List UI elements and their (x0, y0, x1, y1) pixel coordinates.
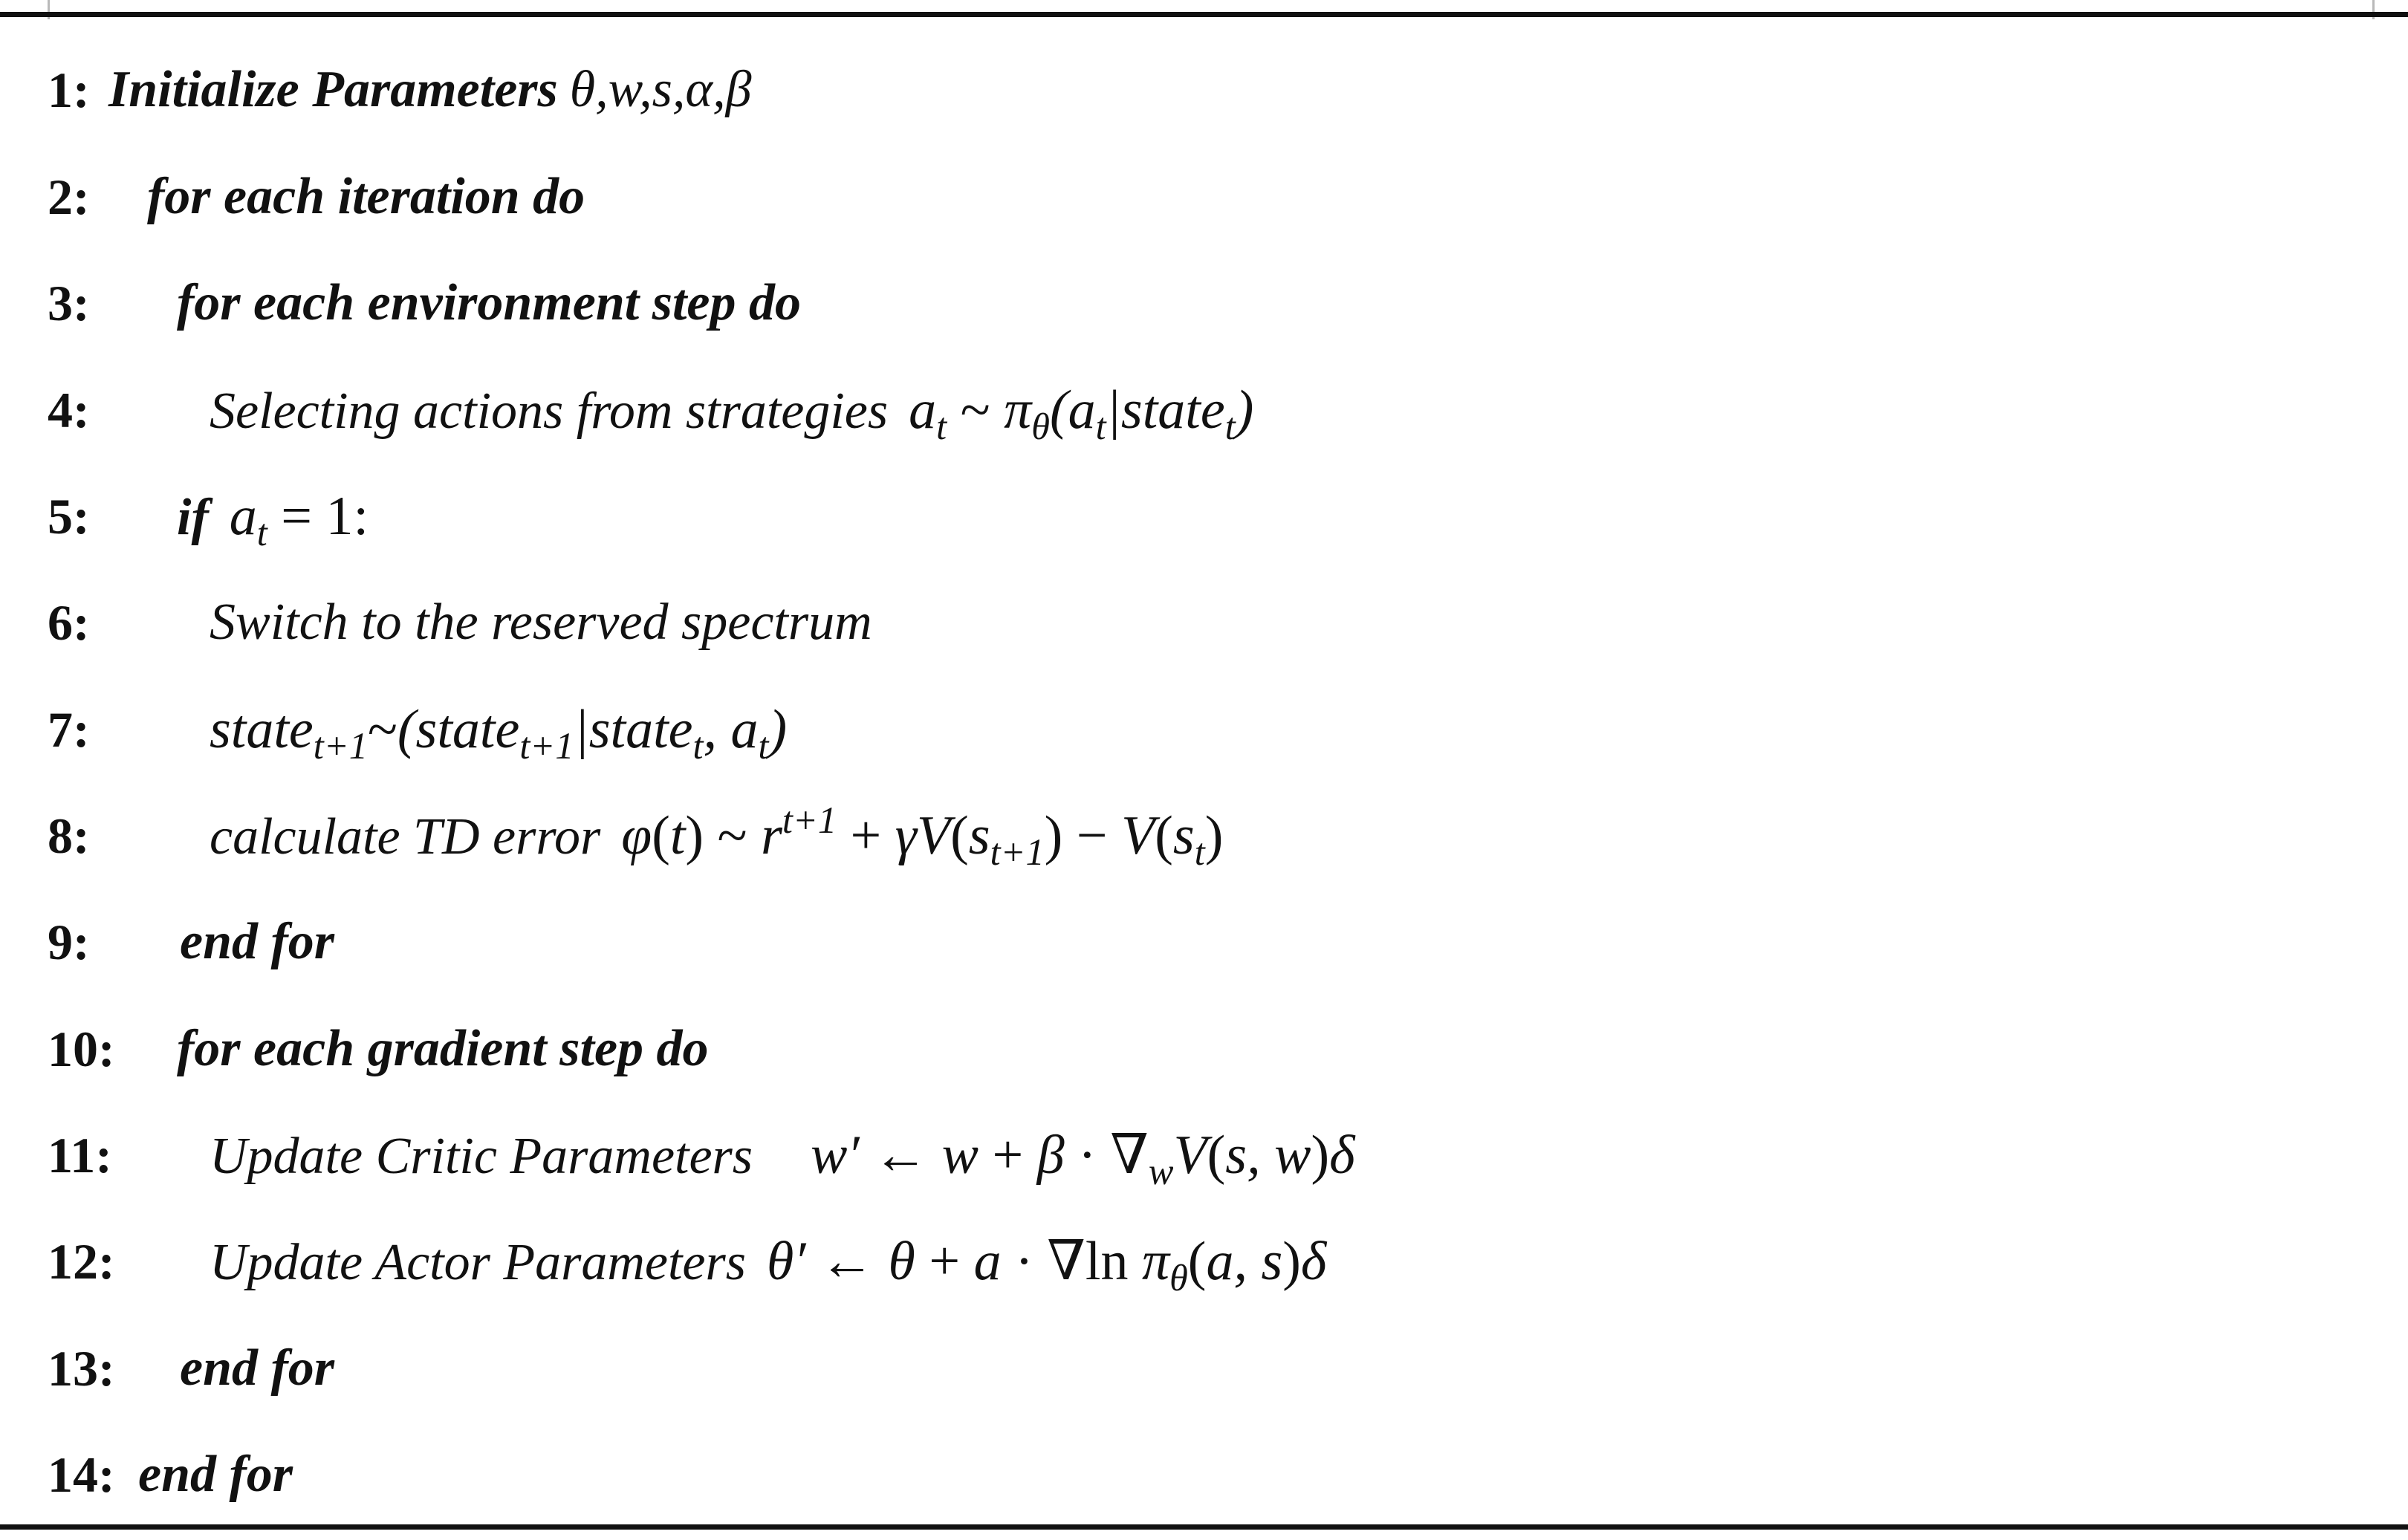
algorithm-line-2 (0, 156, 2408, 238)
td-error-formula: φ(t) ~ $r^{t+1} + \gamma V(s_{t+1}) - V(s_t)$ (621, 799, 1224, 874)
algorithm-line-6 (0, 582, 2408, 663)
line-keyword: if (177, 489, 209, 546)
line-number: 4: (48, 382, 90, 438)
condition-formula: $a_t = 1$: (229, 486, 369, 554)
line-content (210, 1221, 1326, 1304)
line-content (108, 49, 751, 131)
line-number: 11: (48, 1127, 112, 1183)
line-number: 13: (48, 1340, 115, 1397)
line-number: 9: (48, 914, 90, 970)
line-keyword: for each iteration do (147, 168, 585, 225)
line-number: 2: (48, 169, 90, 225)
line-keyword: for each gradient step do (177, 1020, 709, 1077)
line-text: Selecting actions from strategies (210, 383, 889, 440)
line-number: 8: (48, 808, 90, 864)
line-number: 5: (48, 488, 90, 545)
line-number: 14: (48, 1446, 115, 1503)
line-keyword: end for (180, 913, 335, 970)
line-content (138, 1434, 293, 1515)
line-text: Update Critic Parameters (210, 1128, 753, 1185)
algorithm-line-3 (0, 262, 2408, 344)
line-content (177, 475, 369, 559)
action-sampling-formula: $a_t$ ~ $\pi_\theta(a_t|state_t)$ (909, 380, 1254, 448)
line-text: Update Actor Parameters (210, 1234, 746, 1291)
critic-update-formula: w′ ← $w + \beta \cdot \nabla_wV(s$, w)δ (811, 1125, 1355, 1193)
algorithm-line-4 (0, 369, 2408, 451)
line-content (210, 795, 1223, 878)
algorithm-line-12 (0, 1221, 2408, 1302)
actor-update-formula: θ′ ← θ + a · ∇ln $\pi_\theta(a$, s)δ (766, 1231, 1327, 1299)
line-text: calculate TD error (210, 808, 601, 865)
algorithm-line-11 (0, 1114, 2408, 1196)
algorithm-line-5 (0, 475, 2408, 557)
state-transition-formula: state$_{t+1}$~(state$_{t+1}$|state$_t$, $a_t$) (210, 699, 788, 767)
line-number: 10: (48, 1021, 115, 1077)
algorithm-line-13 (0, 1328, 2408, 1409)
line-keyword: end for (180, 1339, 335, 1397)
algorithm-line-1 (0, 49, 2408, 131)
algorithm-line-7 (0, 689, 2408, 770)
bottom-rule (0, 1524, 2408, 1530)
algorithm-line-8 (0, 795, 2408, 877)
parameter-list: θ,w,s,α,β (569, 61, 752, 118)
line-content (210, 582, 872, 663)
line-number: 7: (48, 701, 90, 758)
line-content (210, 369, 1253, 452)
line-content (177, 1008, 709, 1090)
algorithm-line-9 (0, 901, 2408, 983)
line-content (210, 1114, 1355, 1198)
line-number: 3: (48, 275, 90, 331)
algorithm-line-14 (0, 1434, 2408, 1515)
line-text: Switch to the reserved spectrum (210, 594, 872, 651)
line-content (180, 901, 334, 983)
top-rule (0, 12, 2408, 17)
line-keyword: end for (138, 1446, 293, 1503)
line-number: 6: (48, 594, 90, 651)
algorithm-line-10 (0, 1008, 2408, 1090)
line-content (180, 1328, 334, 1409)
line-keyword: for each environment step do (177, 274, 801, 331)
line-content (177, 262, 801, 344)
line-content (210, 689, 787, 772)
line-number: 12: (48, 1233, 115, 1290)
line-number: 1: (48, 62, 90, 118)
line-keyword: Initialize Parameters (108, 61, 558, 118)
line-content (147, 156, 585, 238)
